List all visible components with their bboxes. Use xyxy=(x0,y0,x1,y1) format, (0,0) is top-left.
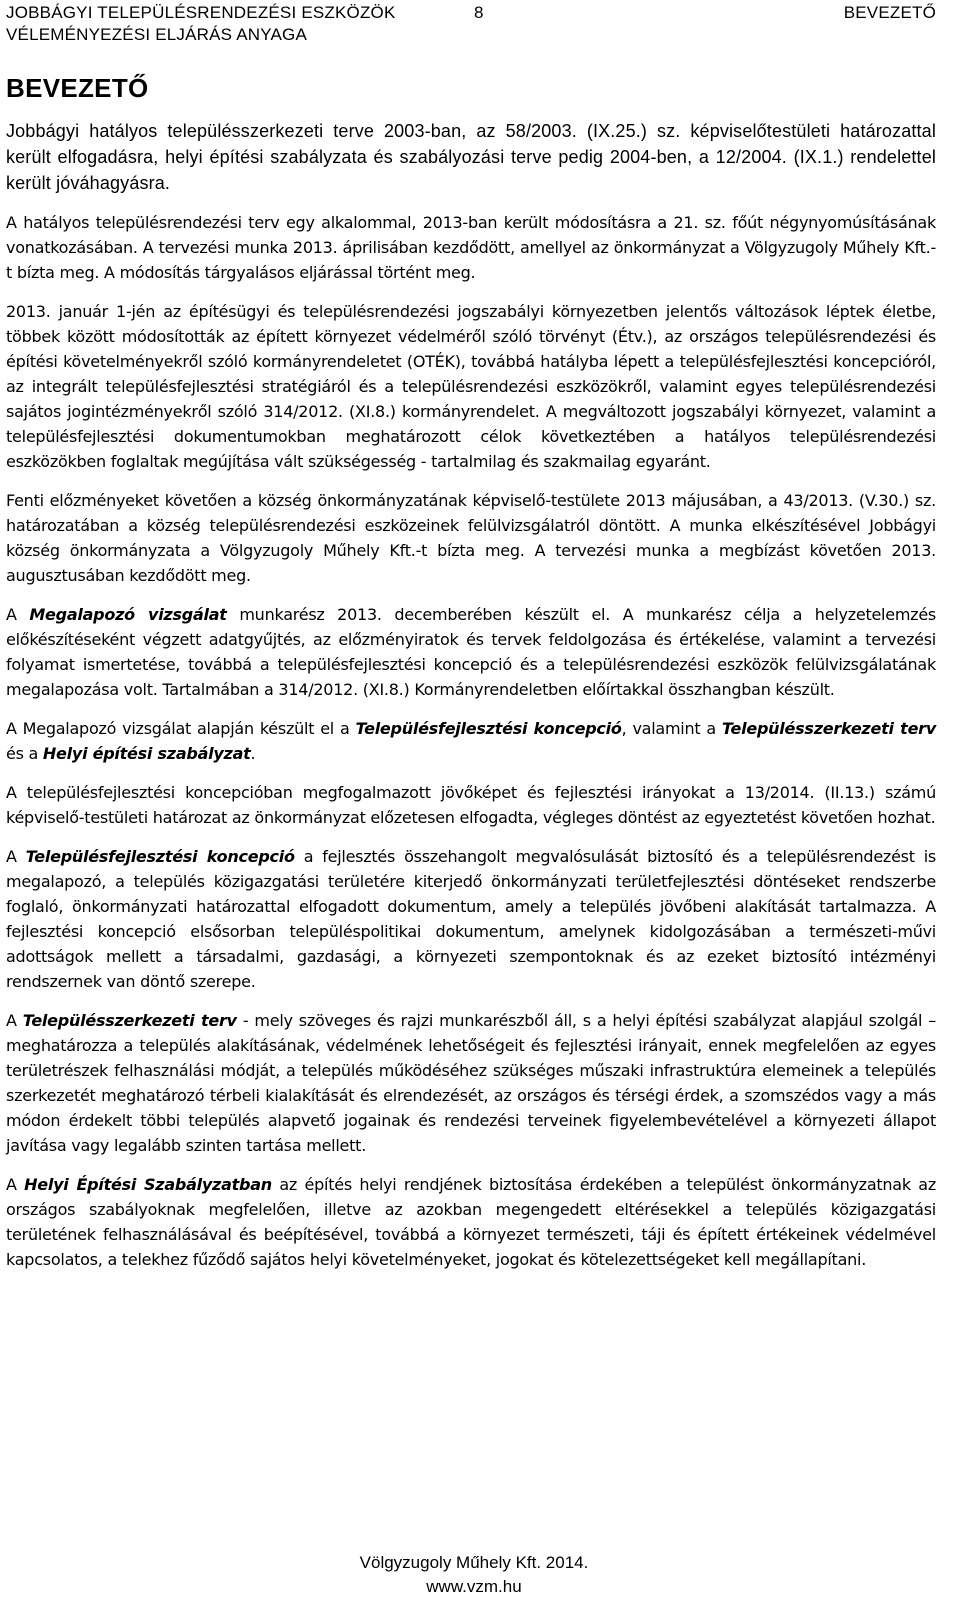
text-run: munkarész 2013. decemberében készült el. A munkarész célja a helyzetelemzés előkészítéseként végzett adatgyűjtés, az előzményiratok és tervek feldolgozása és értékelése, valamint a tervezési folyamat ismertetése, továbbá a településfejlesztési koncepció és a településrendezési eszközök felülvizsgálatának megalapozása volt. Tartalmában a 314/2012. (XI.8.) Kormányrendeletben előírtakkal összhangban készült. xyxy=(6,605,937,699)
header-title-line-1: JOBBÁGYI TELEPÜLÉSRENDEZÉSI ESZKÖZÖK xyxy=(6,3,396,22)
paragraph-legal-changes: 2013. január 1-jén az építésügyi és településrendezési jogszabályi környezetben jelentős változások léptek életbe, többek között módosították az épített környezet védelméről szóló törvényt (Étv.), az országos településrendezési és építési követelményekről szóló kormányrendeletet (OTÉK), továbbá hatályba lépett a településfejlesztési koncepcióról, az integrált településfejlesztési stratégiáról és a településrendezési eszközökről, valamint egyes településrendezési sajátos jogintézményekről szóló 314/2012. (XI.8.) kormányrendelet. A megváltozott jogszabályi környezet, valamint a településfejlesztési dokumentumokban meghatározott célok következtében a hatályos településrendezési eszközökben foglaltak megújítása vált szükségesség - tartalmilag és szakmailag egyaránt. xyxy=(6,302,936,471)
term-szerkezeti-terv: Településszerkezeti terv xyxy=(22,1011,237,1030)
paragraph-building-code-definition xyxy=(6,1172,936,1272)
header-title-line-2: VÉLEMÉNYEZÉSI ELJÁRÁS ANYAGA xyxy=(6,25,307,44)
header-page-number: 8 xyxy=(474,3,484,22)
paragraph-concept-adoption: A településfejlesztési koncepcióban megfogalmazott jövőképet és fejlesztési irányokat a 13/2014. (II.13.) számú képviselő-testületi határozat az önkormányzat előzetesen elfogadta, végleges döntést az egyeztetést követően hozhat. xyxy=(6,783,936,827)
text-run: A xyxy=(6,605,30,624)
footer-company: Völgyzugoly Műhely Kft. 2014. xyxy=(359,1553,589,1572)
text-run: A xyxy=(6,1011,23,1030)
paragraph-documents-prepared xyxy=(6,716,936,766)
footer-website: www.vzm.hu xyxy=(426,1577,522,1596)
header-section-name: BEVEZETŐ xyxy=(843,3,936,22)
section-title: BEVEZETŐ xyxy=(6,73,149,103)
term-megalapozo-vizsgalat: Megalapozó vizsgálat xyxy=(29,605,227,624)
text-run: - mely szöveges és rajzi munkarészből áll, s a helyi építési szabályzat alapjául szolgál – meghatározza a település alakításának, védelmének lehetőségeit és fejlesztési irányait, ennek megfelelően az egyes területrészek felhasználási módját, a település működéséhez szükséges műszaki infrastruktúra elemeinek a település szerkezetét meghatározó térbeli kialakítását és elrendezését, az országos és térségi érdek, a szomszédos vagy a más módon érdekelt többi település alapvető jogainak és rendezési terveinek figyelembevételével a környezeti állapot javítása vagy legalább szinten tartása mellett. xyxy=(6,1011,937,1155)
text-run: és a xyxy=(6,744,43,763)
paragraph-review-decision: Fenti előzményeket követően a község önkormányzatának képviselő-testülete 2013 májusában, a 43/2013. (V.30.) sz. határozatában a község településrendezési eszközeinek felülvizsgálatról döntött. A munka elkészítésével Jobbágyi község önkormányzata a Völgyzugoly Műhely Kft.-t bízta meg. A tervezési munka a megbízást követően 2013. augusztusában kezdődött meg. xyxy=(6,491,936,585)
text-run: . xyxy=(250,744,256,763)
text-run: , valamint a xyxy=(621,719,722,738)
text-run: A Megalapozó vizsgálat alapján készült el a xyxy=(6,719,356,738)
document-page xyxy=(6,0,936,1286)
text-run: a fejlesztés összehangolt megvalósulását biztosító és a településrendezést is megalapozó, a település közigazgatási területére kiterjedő önkormányzati területfejlesztési döntéseket rendszerbe foglaló, önkormányzati határozattal elfogadott dokumentum, amely a település jövőbeni alakítását tartalmazza. A fejlesztési koncepció elsősorban településpolitikai dokumentum, amelynek kidolgozásában a természeti-művi adottságok mellett a társadalmi, gazdasági, a környezeti szempontoknak és az ezeket biztosító intézményi rendszernek van döntő szerepe. xyxy=(6,847,937,991)
paragraph-structure-plan-definition xyxy=(6,1008,936,1158)
text-run: az építés helyi rendjének biztosítása érdekében a települést önkormányzatnak az országos szabályoknak megfelelően, illetve az azokban megengedett eltérésekkel a település közigazgatási területének felhasználásával és beépítésével, továbbá a környezet természeti, táji és épített értékeinek védelmével kapcsolatos, a telekhez fűződő sajátos helyi követelményeket, jogokat és kötelezettségeket kell megállapítani. xyxy=(6,1175,937,1269)
term-fejlesztesi-koncepcio: Településfejlesztési koncepció xyxy=(355,719,622,738)
intro-paragraph: Jobbágyi hatályos településszerkezeti terve 2003-ban, az 58/2003. (IX.25.) sz. képviselőtestületi határozattal került elfogadásra, helyi építési szabályzata és szabályozási terve pedig 2004-ben, a 12/2004. (IX.1.) rendelettel került jóváhagyásra. xyxy=(6,121,936,193)
page-footer xyxy=(0,1551,948,1599)
term-fejlesztesi-koncepcio: Településfejlesztési koncepció xyxy=(25,847,295,866)
paragraph-concept-definition xyxy=(6,844,936,994)
paragraph-baseline-study xyxy=(6,602,936,702)
term-szerkezeti-terv: Településszerkezeti terv xyxy=(721,719,936,738)
term-helyi-epitesi-szabalyzat: Helyi építési szabályzat xyxy=(42,744,251,763)
header-doc-title xyxy=(6,2,396,46)
term-helyi-epitesi-szabalyzat: Helyi Építési Szabályzatban xyxy=(24,1175,272,1194)
paragraph-modification-history: A hatályos településrendezési terv egy alkalommal, 2013-ban került módosításra a 21. sz. főút négynyomúsításának vonatkozásában. A tervezési munka 2013. áprilisában kezdődött, amellyel az önkormányzat a Völgyzugoly Műhely Kft.-t bízta meg. A módosítás tárgyalásos eljárással történt meg. xyxy=(6,213,936,282)
text-run: A xyxy=(6,1175,25,1194)
text-run: A xyxy=(6,847,26,866)
page-header xyxy=(6,0,936,48)
